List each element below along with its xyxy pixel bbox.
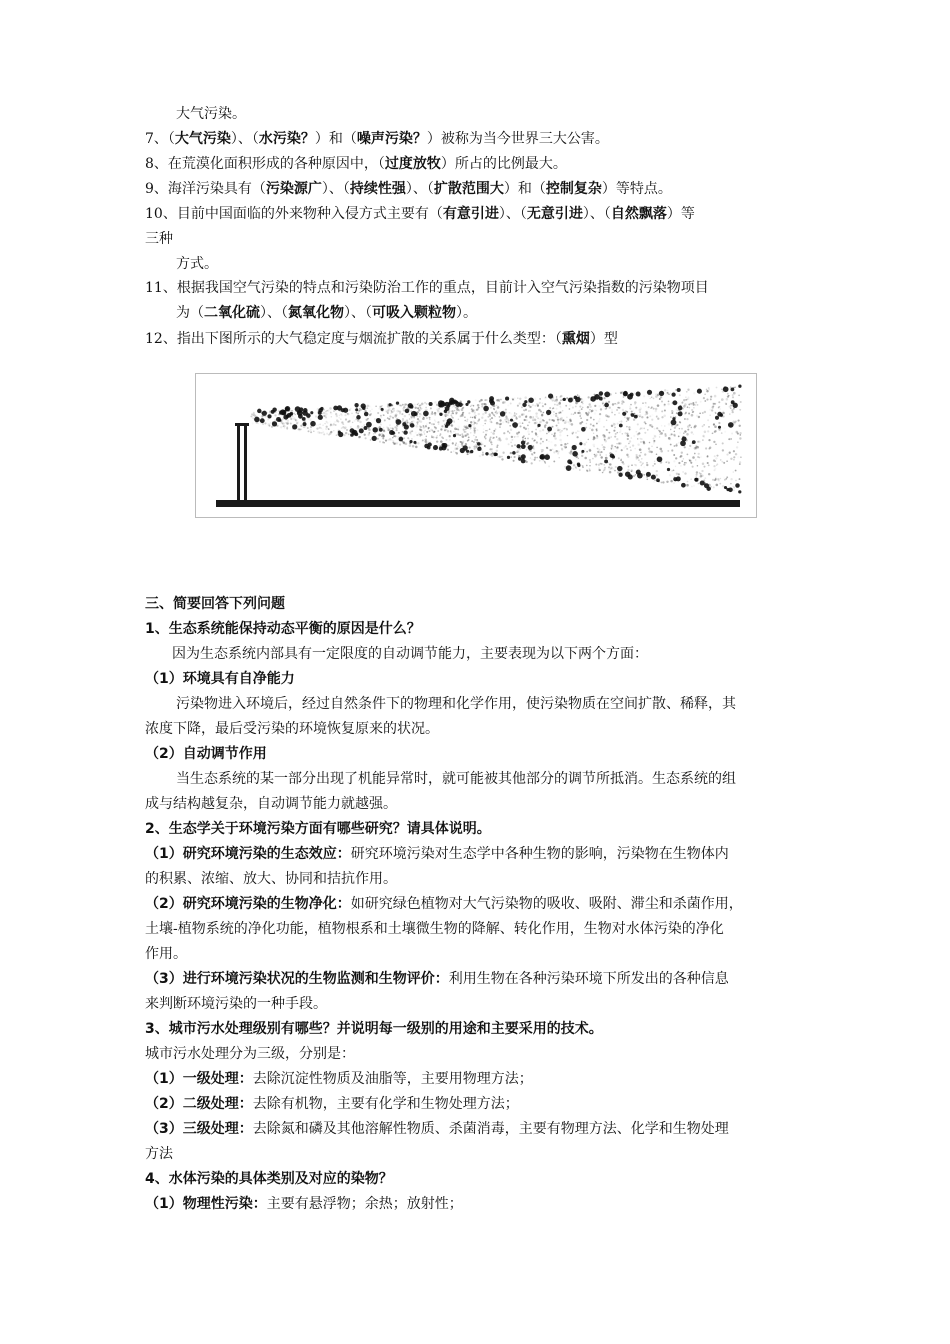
s3-q2-i2b: 土壤-植物系统的净化功能，植物根系和土壤微生物的降解、转化作用，生物对水体污染的净化 xyxy=(145,921,724,937)
question-9: 9、海洋污染具有（污染源广）、（持续性强）、（扩散范围大）和（控制复杂）等特点。 xyxy=(145,181,672,197)
section-3-title: 三、简要回答下列问题 xyxy=(145,596,285,612)
s3-q4-i1: （1）物理性污染：主要有悬浮物；余热；放射性； xyxy=(145,1196,463,1212)
s3-q3-i3: （3）三级处理：去除氮和磷及其他溶解性物质、杀菌消毒，主要有物理方法、化学和生物处理 xyxy=(145,1121,729,1137)
continued-line: 大气污染。 xyxy=(176,106,246,122)
s3-q2-i1b: 的积累、浓缩、放大、协同和拮抗作用。 xyxy=(145,871,397,887)
s3-q3-i2: （2）二级处理：去除有机物，主要有化学和生物处理方法； xyxy=(145,1096,519,1112)
s3-q3-i1: （1）一级处理：去除沉淀性物质及油脂等，主要用物理方法； xyxy=(145,1071,533,1087)
question-11: 11、根据我国空气污染的特点和污染防治工作的重点，目前计入空气污染指数的污染物项目 xyxy=(145,280,709,296)
question-10-line3: 方式。 xyxy=(176,256,218,272)
s3-q1-title: 1、生态系统能保持动态平衡的原因是什么？ xyxy=(145,621,421,637)
s3-q2-i3b: 来判断环境污染的一种手段。 xyxy=(145,996,327,1012)
ground-line xyxy=(216,500,740,507)
s3-q3-i3b: 方法 xyxy=(145,1146,173,1162)
s3-q2-i2c: 作用。 xyxy=(145,946,187,962)
question-12: 12、指出下图所示的大气稳定度与烟流扩散的关系属于什么类型：（熏烟）型 xyxy=(145,331,618,347)
s3-q1-p2a: 污染物进入环境后，经过自然条件下的物理和化学作用，使污染物质在空间扩散、稀释，其 xyxy=(176,696,736,712)
s3-q2-i1: （1）研究环境污染的生态效应：研究环境污染对生态学中各种生物的影响，污染物在生物体内 xyxy=(145,846,729,862)
s3-q3-title: 3、城市污水处理级别有哪些？并说明每一级别的用途和主要采用的技术。 xyxy=(145,1021,603,1037)
chimney-top xyxy=(235,423,249,426)
s3-q2-i2: （2）研究环境污染的生物净化：如研究绿色植物对大气污染物的吸收、吸附、滞尘和杀菌作用， xyxy=(145,896,743,912)
s3-q1-h2: （2）自动调节作用 xyxy=(145,746,267,762)
chimney-left xyxy=(237,426,240,502)
question-10: 10、目前中国面临的外来物种入侵方式主要有（有意引进）、（无意引进）、（自然飘落）等 xyxy=(145,206,695,222)
s3-q1-p2b: 浓度下降，最后受污染的环境恢复原来的状况。 xyxy=(145,721,439,737)
s3-q1-h1: （1）环境具有自净能力 xyxy=(145,671,295,687)
s3-q1-p3b: 成与结构越复杂，自动调节能力就越强。 xyxy=(145,796,397,812)
s3-q2-i3: （3）进行环境污染状况的生物监测和生物评价：利用生物在各种污染环境下所发出的各种信息 xyxy=(145,971,729,987)
s3-q1-p1: 因为生态系统内部具有一定限度的自动调节能力，主要表现为以下两个方面： xyxy=(172,646,648,662)
question-8: 8、在荒漠化面积形成的各种原因中，（过度放牧）所占的比例最大。 xyxy=(145,156,567,172)
s3-q2-title: 2、生态学关于环境污染方面有哪些研究？请具体说明。 xyxy=(145,821,491,837)
fumigation-plume-figure xyxy=(195,373,757,518)
question-11-line2: 为（二氧化硫）、（氮氧化物）、（可吸入颗粒物）。 xyxy=(176,305,477,321)
smoke-plume xyxy=(250,385,741,494)
question-10-line2: 三种 xyxy=(145,231,173,247)
chimney-right xyxy=(244,426,247,502)
s3-q4-title: 4、水体污染的具体类别及对应的染物？ xyxy=(145,1171,393,1187)
question-7: 7、（大气污染）、（水污染？）和（噪声污染？）被称为当今世界三大公害。 xyxy=(145,131,609,147)
s3-q3-intro: 城市污水处理分为三级，分别是： xyxy=(145,1046,355,1062)
s3-q1-p3a: 当生态系统的某一部分出现了机能异常时，就可能被其他部分的调节所抵消。生态系统的组 xyxy=(176,771,736,787)
plume-drawing xyxy=(196,374,756,517)
